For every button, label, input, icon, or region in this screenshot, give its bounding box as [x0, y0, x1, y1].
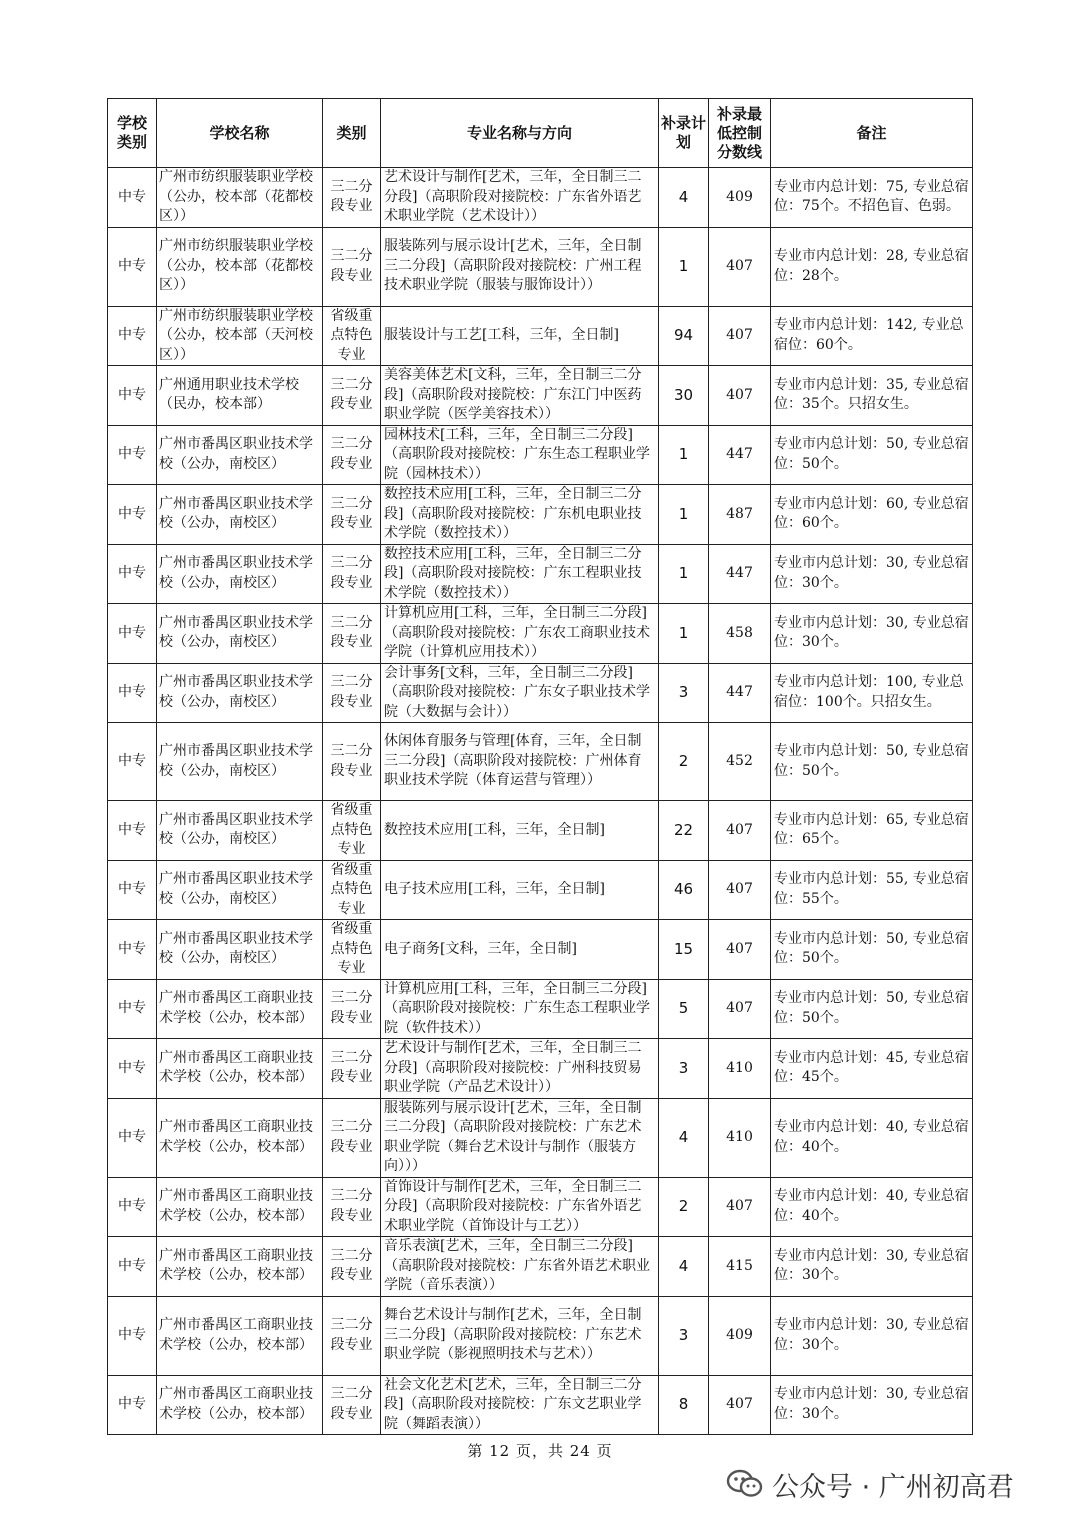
cell-remark: 专业市内总计划：55, 专业总宿位：55个。 — [771, 860, 973, 920]
cell-school-name: 广州市番禺区职业技术学校（公办，南校区） — [157, 801, 323, 861]
cell-school-category: 中专 — [108, 860, 157, 920]
cell-type: 三二分段专业 — [323, 1098, 381, 1177]
cell-plan: 15 — [659, 920, 709, 980]
cell-plan: 3 — [659, 1039, 709, 1099]
cell-school-name: 广州通用职业技术学校（民办，校本部） — [157, 366, 323, 426]
cell-remark: 专业市内总计划：30, 专业总宿位：30个。 — [771, 604, 973, 664]
cell-type: 三二分段专业 — [323, 544, 381, 604]
cell-remark: 专业市内总计划：40, 专业总宿位：40个。 — [771, 1177, 973, 1237]
cell-school-name: 广州市番禺区工商职业技术学校（公办，校本部） — [157, 1296, 323, 1375]
cell-school-name: 广州市番禺区职业技术学校（公办，南校区） — [157, 604, 323, 664]
cell-type: 三二分段专业 — [323, 1039, 381, 1099]
cell-school-category: 中专 — [108, 306, 157, 366]
cell-type: 三二分段专业 — [323, 604, 381, 664]
cell-school-category: 中专 — [108, 979, 157, 1039]
cell-major: 计算机应用[工科，三年，全日制三二分段]（高职阶段对接院校：广东农工商职业技术学院（计算机应用技术）） — [381, 604, 659, 664]
cell-school-name: 广州市番禺区职业技术学校（公办，南校区） — [157, 920, 323, 980]
cell-min-score: 407 — [709, 1375, 771, 1435]
cell-type: 三二分段专业 — [323, 366, 381, 426]
cell-remark: 专业市内总计划：142, 专业总宿位：60个。 — [771, 306, 973, 366]
cell-major: 计算机应用[工科，三年，全日制三二分段]（高职阶段对接院校：广东生态工程职业学院（软件技术）） — [381, 979, 659, 1039]
cell-school-name: 广州市番禺区职业技术学校（公办，南校区） — [157, 723, 323, 801]
cell-min-score: 407 — [709, 860, 771, 920]
cell-type: 三二分段专业 — [323, 979, 381, 1039]
cell-plan: 3 — [659, 663, 709, 723]
cell-major: 电子技术应用[工科，三年，全日制] — [381, 860, 659, 920]
cell-min-score: 407 — [709, 801, 771, 861]
cell-min-score: 447 — [709, 425, 771, 485]
cell-min-score: 415 — [709, 1237, 771, 1297]
cell-min-score: 409 — [709, 168, 771, 228]
cell-plan: 94 — [659, 306, 709, 366]
cell-remark: 专业市内总计划：50, 专业总宿位：50个。 — [771, 979, 973, 1039]
cell-type: 三二分段专业 — [323, 1296, 381, 1375]
cell-min-score: 407 — [709, 306, 771, 366]
cell-school-category: 中专 — [108, 801, 157, 861]
table-row — [108, 860, 973, 920]
cell-major: 艺术设计与制作[艺术，三年，全日制三二分段]（高职阶段对接院校：广州科技贸易职业学院（产品艺术设计）） — [381, 1039, 659, 1099]
cell-type: 三二分段专业 — [323, 1237, 381, 1297]
header-min-score: 补录最低控制分数线 — [709, 99, 771, 168]
cell-type: 三二分段专业 — [323, 227, 381, 306]
cell-min-score: 447 — [709, 544, 771, 604]
cell-major: 会计事务[文科，三年，全日制三二分段]（高职阶段对接院校：广东女子职业技术学院（大数据与会计）） — [381, 663, 659, 723]
cell-school-name: 广州市番禺区工商职业技术学校（公办，校本部） — [157, 1375, 323, 1435]
cell-type: 三二分段专业 — [323, 425, 381, 485]
table-row — [108, 920, 973, 980]
header-school-name: 学校名称 — [157, 99, 323, 168]
table-row — [108, 979, 973, 1039]
cell-school-category: 中专 — [108, 1039, 157, 1099]
header-major: 专业名称与方向 — [381, 99, 659, 168]
cell-plan: 8 — [659, 1375, 709, 1435]
cell-school-category: 中专 — [108, 425, 157, 485]
table-row — [108, 604, 973, 664]
cell-remark: 专业市内总计划：30, 专业总宿位：30个。 — [771, 1296, 973, 1375]
cell-school-name: 广州市纺织服装职业学校（公办，校本部（花都校区）） — [157, 227, 323, 306]
cell-major: 数控技术应用[工科，三年，全日制] — [381, 801, 659, 861]
cell-school-category: 中专 — [108, 1296, 157, 1375]
table-row — [108, 801, 973, 861]
cell-school-category: 中专 — [108, 1375, 157, 1435]
cell-min-score: 452 — [709, 723, 771, 801]
cell-plan: 2 — [659, 723, 709, 801]
cell-remark: 专业市内总计划：65, 专业总宿位：65个。 — [771, 801, 973, 861]
cell-school-name: 广州市番禺区工商职业技术学校（公办，校本部） — [157, 1237, 323, 1297]
cell-plan: 4 — [659, 1098, 709, 1177]
table-row — [108, 306, 973, 366]
table-row — [108, 1375, 973, 1435]
table-row — [108, 723, 973, 801]
cell-major: 数控技术应用[工科，三年，全日制三二分段]（高职阶段对接院校：广东机电职业技术学院（数控技术）） — [381, 485, 659, 545]
cell-plan: 30 — [659, 366, 709, 426]
cell-type: 省级重点特色专业 — [323, 801, 381, 861]
cell-remark: 专业市内总计划：30, 专业总宿位：30个。 — [771, 544, 973, 604]
cell-major: 园林技术[工科，三年，全日制三二分段]（高职阶段对接院校：广东生态工程职业学院（园林技术）） — [381, 425, 659, 485]
cell-major: 音乐表演[艺术，三年，全日制三二分段]（高职阶段对接院校：广东省外语艺术职业学院（音乐表演）） — [381, 1237, 659, 1297]
cell-type: 省级重点特色专业 — [323, 860, 381, 920]
table-header-row — [108, 99, 973, 168]
cell-min-score: 410 — [709, 1098, 771, 1177]
cell-plan: 1 — [659, 485, 709, 545]
cell-school-name: 广州市番禺区工商职业技术学校（公办，校本部） — [157, 979, 323, 1039]
cell-remark: 专业市内总计划：28, 专业总宿位：28个。 — [771, 227, 973, 306]
admissions-table-sheet — [107, 98, 972, 1435]
header-remark: 备注 — [771, 99, 973, 168]
cell-school-name: 广州市番禺区职业技术学校（公办，南校区） — [157, 425, 323, 485]
table-row — [108, 168, 973, 228]
cell-major: 电子商务[文科，三年，全日制] — [381, 920, 659, 980]
watermark — [726, 1462, 1014, 1506]
cell-school-category: 中专 — [108, 1177, 157, 1237]
cell-plan: 5 — [659, 979, 709, 1039]
cell-min-score: 409 — [709, 1296, 771, 1375]
cell-type: 三二分段专业 — [323, 1375, 381, 1435]
table-row — [108, 1237, 973, 1297]
cell-major: 服装设计与工艺[工科，三年，全日制] — [381, 306, 659, 366]
cell-plan: 1 — [659, 544, 709, 604]
cell-plan: 22 — [659, 801, 709, 861]
table-row — [108, 227, 973, 306]
supplementary-admission-table — [107, 98, 973, 1435]
cell-plan: 1 — [659, 227, 709, 306]
cell-min-score: 487 — [709, 485, 771, 545]
header-school-category: 学校类别 — [108, 99, 157, 168]
cell-school-name: 广州市番禺区职业技术学校（公办，南校区） — [157, 860, 323, 920]
cell-school-name: 广州市番禺区工商职业技术学校（公办，校本部） — [157, 1039, 323, 1099]
table-row — [108, 425, 973, 485]
cell-school-category: 中专 — [108, 227, 157, 306]
cell-min-score: 447 — [709, 663, 771, 723]
cell-min-score: 407 — [709, 979, 771, 1039]
cell-major: 数控技术应用[工科，三年，全日制三二分段]（高职阶段对接院校：广东工程职业技术学院（数控技术）） — [381, 544, 659, 604]
table-row — [108, 544, 973, 604]
cell-major: 休闲体育服务与管理[体育，三年，全日制三二分段]（高职阶段对接院校：广州体育职业技术学院（体育运营与管理）） — [381, 723, 659, 801]
cell-major: 社会文化艺术[艺术，三年，全日制三二分段]（高职阶段对接院校：广东文艺职业学院（舞蹈表演）） — [381, 1375, 659, 1435]
cell-plan: 1 — [659, 425, 709, 485]
cell-remark: 专业市内总计划：40, 专业总宿位：40个。 — [771, 1098, 973, 1177]
cell-plan: 1 — [659, 604, 709, 664]
cell-remark: 专业市内总计划：50, 专业总宿位：50个。 — [771, 723, 973, 801]
cell-school-category: 中专 — [108, 1237, 157, 1297]
cell-school-category: 中专 — [108, 168, 157, 228]
cell-school-name: 广州市番禺区职业技术学校（公办，南校区） — [157, 544, 323, 604]
cell-type: 三二分段专业 — [323, 723, 381, 801]
cell-school-category: 中专 — [108, 663, 157, 723]
cell-remark: 专业市内总计划：75, 专业总宿位：75个。不招色盲、色弱。 — [771, 168, 973, 228]
cell-min-score: 407 — [709, 1177, 771, 1237]
cell-type: 三二分段专业 — [323, 663, 381, 723]
cell-major: 艺术设计与制作[艺术，三年，全日制三二分段]（高职阶段对接院校：广东省外语艺术职业学院（艺术设计）） — [381, 168, 659, 228]
page-number: 第 12 页，共 24 页 — [467, 1442, 613, 1460]
cell-school-category: 中专 — [108, 920, 157, 980]
cell-school-category: 中专 — [108, 485, 157, 545]
cell-remark: 专业市内总计划：45, 专业总宿位：45个。 — [771, 1039, 973, 1099]
cell-min-score: 410 — [709, 1039, 771, 1099]
cell-type: 省级重点特色专业 — [323, 920, 381, 980]
header-plan: 补录计划 — [659, 99, 709, 168]
cell-min-score: 407 — [709, 366, 771, 426]
cell-plan: 2 — [659, 1177, 709, 1237]
cell-school-name: 广州市番禺区工商职业技术学校（公办，校本部） — [157, 1098, 323, 1177]
cell-min-score: 407 — [709, 920, 771, 980]
cell-school-category: 中专 — [108, 723, 157, 801]
cell-min-score: 458 — [709, 604, 771, 664]
cell-remark: 专业市内总计划：50, 专业总宿位：50个。 — [771, 920, 973, 980]
cell-school-name: 广州市番禺区职业技术学校（公办，南校区） — [157, 663, 323, 723]
cell-school-name: 广州市番禺区职业技术学校（公办，南校区） — [157, 485, 323, 545]
cell-remark: 专业市内总计划：30, 专业总宿位：30个。 — [771, 1375, 973, 1435]
cell-major: 美容美体艺术[文科，三年，全日制三二分段]（高职阶段对接院校：广东江门中医药职业学院（医学美容技术）） — [381, 366, 659, 426]
cell-type: 三二分段专业 — [323, 168, 381, 228]
cell-school-category: 中专 — [108, 366, 157, 426]
wechat-official-account-icon — [726, 1469, 764, 1499]
table-row — [108, 663, 973, 723]
watermark-text: 公众号 · 广州初高君 — [772, 1471, 1014, 1503]
cell-remark: 专业市内总计划：30, 专业总宿位：30个。 — [771, 1237, 973, 1297]
table-row — [108, 1296, 973, 1375]
cell-school-name: 广州市纺织服装职业学校（公办，校本部（花都校区）） — [157, 168, 323, 228]
header-type: 类别 — [323, 99, 381, 168]
cell-school-name: 广州市纺织服装职业学校（公办，校本部（天河校区）） — [157, 306, 323, 366]
table-row — [108, 485, 973, 545]
cell-school-name: 广州市番禺区工商职业技术学校（公办，校本部） — [157, 1177, 323, 1237]
cell-school-category: 中专 — [108, 604, 157, 664]
cell-plan: 4 — [659, 1237, 709, 1297]
cell-major: 舞台艺术设计与制作[艺术，三年，全日制三二分段]（高职阶段对接院校：广东艺术职业学院（影视照明技术与艺术）） — [381, 1296, 659, 1375]
cell-remark: 专业市内总计划：50, 专业总宿位：50个。 — [771, 425, 973, 485]
cell-major: 服装陈列与展示设计[艺术，三年，全日制三二分段]（高职阶段对接院校：广东艺术职业学院（舞台艺术设计与制作（服装方向））） — [381, 1098, 659, 1177]
cell-major: 服装陈列与展示设计[艺术，三年，全日制三二分段]（高职阶段对接院校：广州工程技术职业学院（服装与服饰设计）） — [381, 227, 659, 306]
cell-plan: 3 — [659, 1296, 709, 1375]
table-row — [108, 366, 973, 426]
cell-plan: 4 — [659, 168, 709, 228]
table-row — [108, 1098, 973, 1177]
table-row — [108, 1039, 973, 1099]
cell-remark: 专业市内总计划：100, 专业总宿位：100个。只招女生。 — [771, 663, 973, 723]
cell-school-category: 中专 — [108, 1098, 157, 1177]
cell-type: 三二分段专业 — [323, 485, 381, 545]
table-row — [108, 1177, 973, 1237]
cell-major: 首饰设计与制作[艺术，三年，全日制三二分段]（高职阶段对接院校：广东省外语艺术职业学院（首饰设计与工艺）） — [381, 1177, 659, 1237]
cell-type: 三二分段专业 — [323, 1177, 381, 1237]
cell-type: 省级重点特色专业 — [323, 306, 381, 366]
cell-remark: 专业市内总计划：35, 专业总宿位：35个。只招女生。 — [771, 366, 973, 426]
cell-school-category: 中专 — [108, 544, 157, 604]
cell-remark: 专业市内总计划：60, 专业总宿位：60个。 — [771, 485, 973, 545]
cell-plan: 46 — [659, 860, 709, 920]
cell-min-score: 407 — [709, 227, 771, 306]
